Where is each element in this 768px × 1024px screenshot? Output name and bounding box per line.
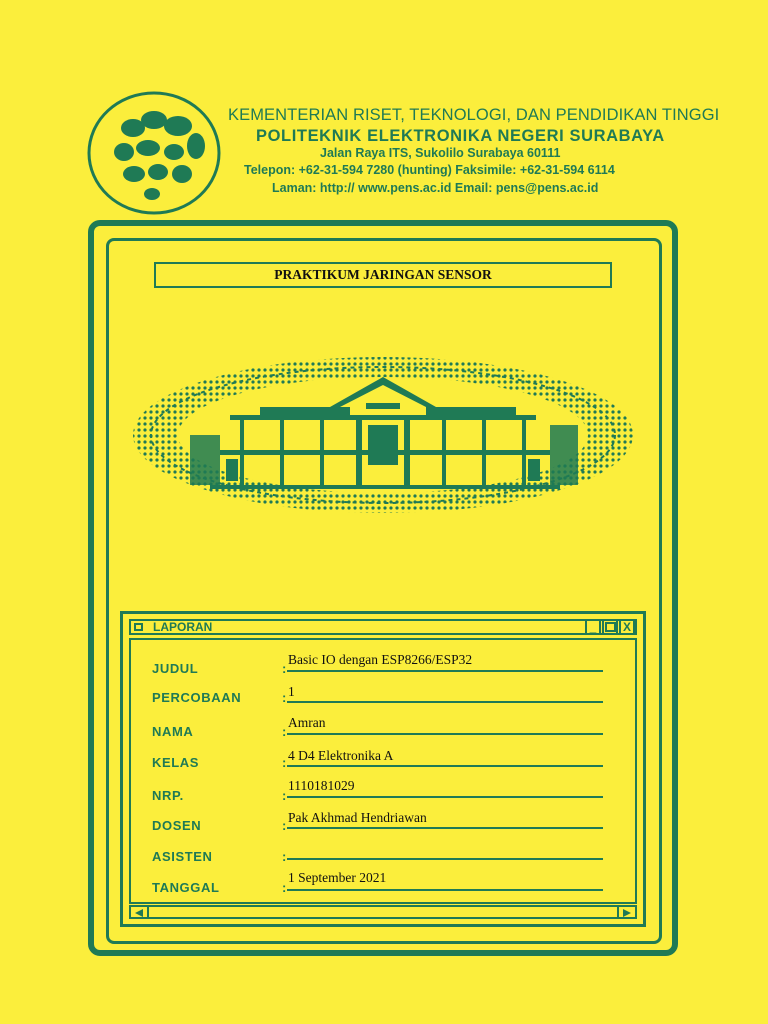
minimize-button[interactable]: _ (585, 619, 601, 635)
field-label: KELAS (152, 755, 200, 770)
institution-name: POLITEKNIK ELEKTRONIKA NEGERI SURABAYA (256, 127, 665, 145)
ministry-name: KEMENTERIAN RISET, TEKNOLOGI, DAN PENDIDIKAN TINGGI (228, 106, 720, 124)
field-value: Pak Akhmad Hendriawan (288, 810, 427, 825)
close-button[interactable]: X (619, 619, 635, 635)
horizontal-scrollbar[interactable] (129, 905, 637, 919)
window-title: LAPORAN (153, 620, 213, 634)
window-titlebar (129, 619, 637, 635)
field-colon: : (282, 724, 287, 739)
scroll-divider-right (617, 907, 619, 917)
field-label: JUDUL (152, 661, 199, 676)
report-title: PRAKTIKUM JARINGAN SENSOR (274, 267, 492, 282)
field-value: 1 (288, 684, 295, 699)
field-colon: : (282, 690, 287, 705)
field-underline (287, 827, 603, 829)
field-asisten (0, 842, 766, 872)
field-colon: : (282, 818, 287, 833)
scroll-left-icon[interactable] (135, 909, 143, 917)
field-underline (287, 889, 603, 891)
field-value: 1110181029 (288, 778, 355, 793)
field-label: ASISTEN (152, 849, 213, 864)
field-value: 1 September 2021 (288, 870, 387, 885)
field-underline (287, 796, 603, 798)
field-label: PERCOBAAN (152, 690, 242, 705)
field-underline (287, 765, 603, 767)
title-box (154, 262, 612, 288)
field-dosen (0, 810, 766, 840)
campus-building-illustration (130, 355, 636, 515)
field-value: 4 D4 Elektronika A (288, 748, 394, 763)
field-colon: : (282, 880, 287, 895)
pens-logo (86, 90, 222, 216)
phone-line: Telepon: +62-31-594 7280 (hunting) Faksimile: +62-31-594 6114 (244, 163, 615, 177)
maximize-button[interactable] (602, 619, 618, 635)
field-colon: : (282, 755, 287, 770)
field-label: NAMA (152, 724, 194, 739)
maximize-icon (605, 622, 616, 632)
field-percobaan (0, 684, 766, 714)
field-underline (287, 701, 603, 703)
web-line: Laman: http:// www.pens.ac.id Email: pens@pens.ac.id (272, 181, 599, 195)
address-line: Jalan Raya ITS, Sukolilo Surabaya 60111 (320, 146, 561, 160)
field-label: TANGGAL (152, 880, 220, 895)
field-underline (287, 858, 603, 860)
field-nrp (0, 778, 766, 808)
scroll-divider-left (147, 907, 149, 917)
field-underline (287, 670, 603, 672)
field-kelas (0, 748, 766, 778)
window-system-icon (134, 623, 143, 631)
field-label: NRP. (152, 788, 184, 803)
field-judul (0, 652, 766, 682)
field-label: DOSEN (152, 818, 202, 833)
field-underline (287, 733, 603, 735)
field-value: Amran (288, 715, 326, 730)
field-colon: : (282, 788, 287, 803)
scroll-right-icon[interactable] (623, 909, 631, 917)
field-tanggal (0, 870, 766, 900)
field-colon: : (282, 849, 287, 864)
field-nama (0, 715, 766, 745)
field-value: Basic IO dengan ESP8266/ESP32 (288, 652, 473, 667)
field-colon: : (282, 661, 287, 676)
